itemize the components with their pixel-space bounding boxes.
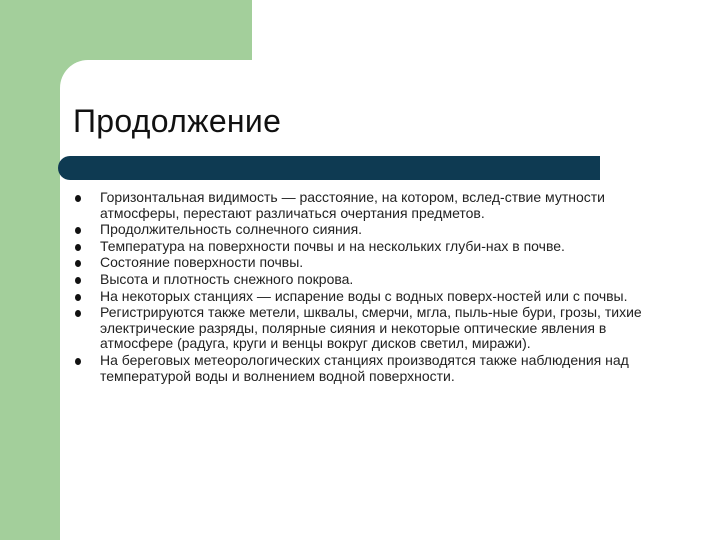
bullet-icon (75, 227, 81, 234)
list-item-text: Продолжительность солнечного сияния. (100, 221, 363, 238)
bullet-icon (75, 244, 81, 251)
list-item (72, 289, 672, 305)
list-item-text: Состояние поверхности почвы. (100, 254, 304, 271)
list-item-text: Температура на поверхности почвы и на нескольких глуби-нах в почве. (100, 237, 565, 254)
list-item (72, 239, 672, 255)
decorative-green-sidebar (0, 0, 60, 540)
bullet-icon (75, 195, 81, 202)
list-item-text: Горизонтальная видимость — расстояние, на котором, вслед-ствие мутности атмосферы, перестают различаться очертания предметов. (100, 189, 605, 221)
list-item-text: Высота и плотность снежного покрова. (100, 270, 354, 287)
bullet-icon (75, 277, 81, 284)
list-item-text: Регистрируются также метели, шквалы, смерчи, мгла, пыль-ные бури, грозы, тихие электрические разряды, полярные сияния и некоторые оптические явления в атмосфере (радуга, круги и венцы вокруг дисков светил, миражи). (100, 304, 642, 352)
bullet-icon (75, 358, 81, 365)
bullet-list (72, 190, 672, 385)
list-item (72, 190, 672, 221)
list-item-text: На береговых метеорологических станциях производятся также наблюдения над температурой воды и волнением водной поверхности. (100, 351, 629, 384)
list-item (72, 222, 672, 238)
list-item (72, 272, 672, 288)
list-item-text: На некоторых станциях — испарение воды с водных поверх-ностей или с почвы. (100, 287, 628, 304)
title-underline-bar (58, 156, 600, 180)
bullet-icon (75, 294, 81, 301)
list-item (72, 255, 672, 271)
list-item (72, 353, 672, 384)
bullet-icon (75, 260, 81, 267)
slide-title: Продолжение (73, 103, 282, 139)
list-item (72, 305, 672, 352)
bullet-icon (75, 310, 81, 317)
